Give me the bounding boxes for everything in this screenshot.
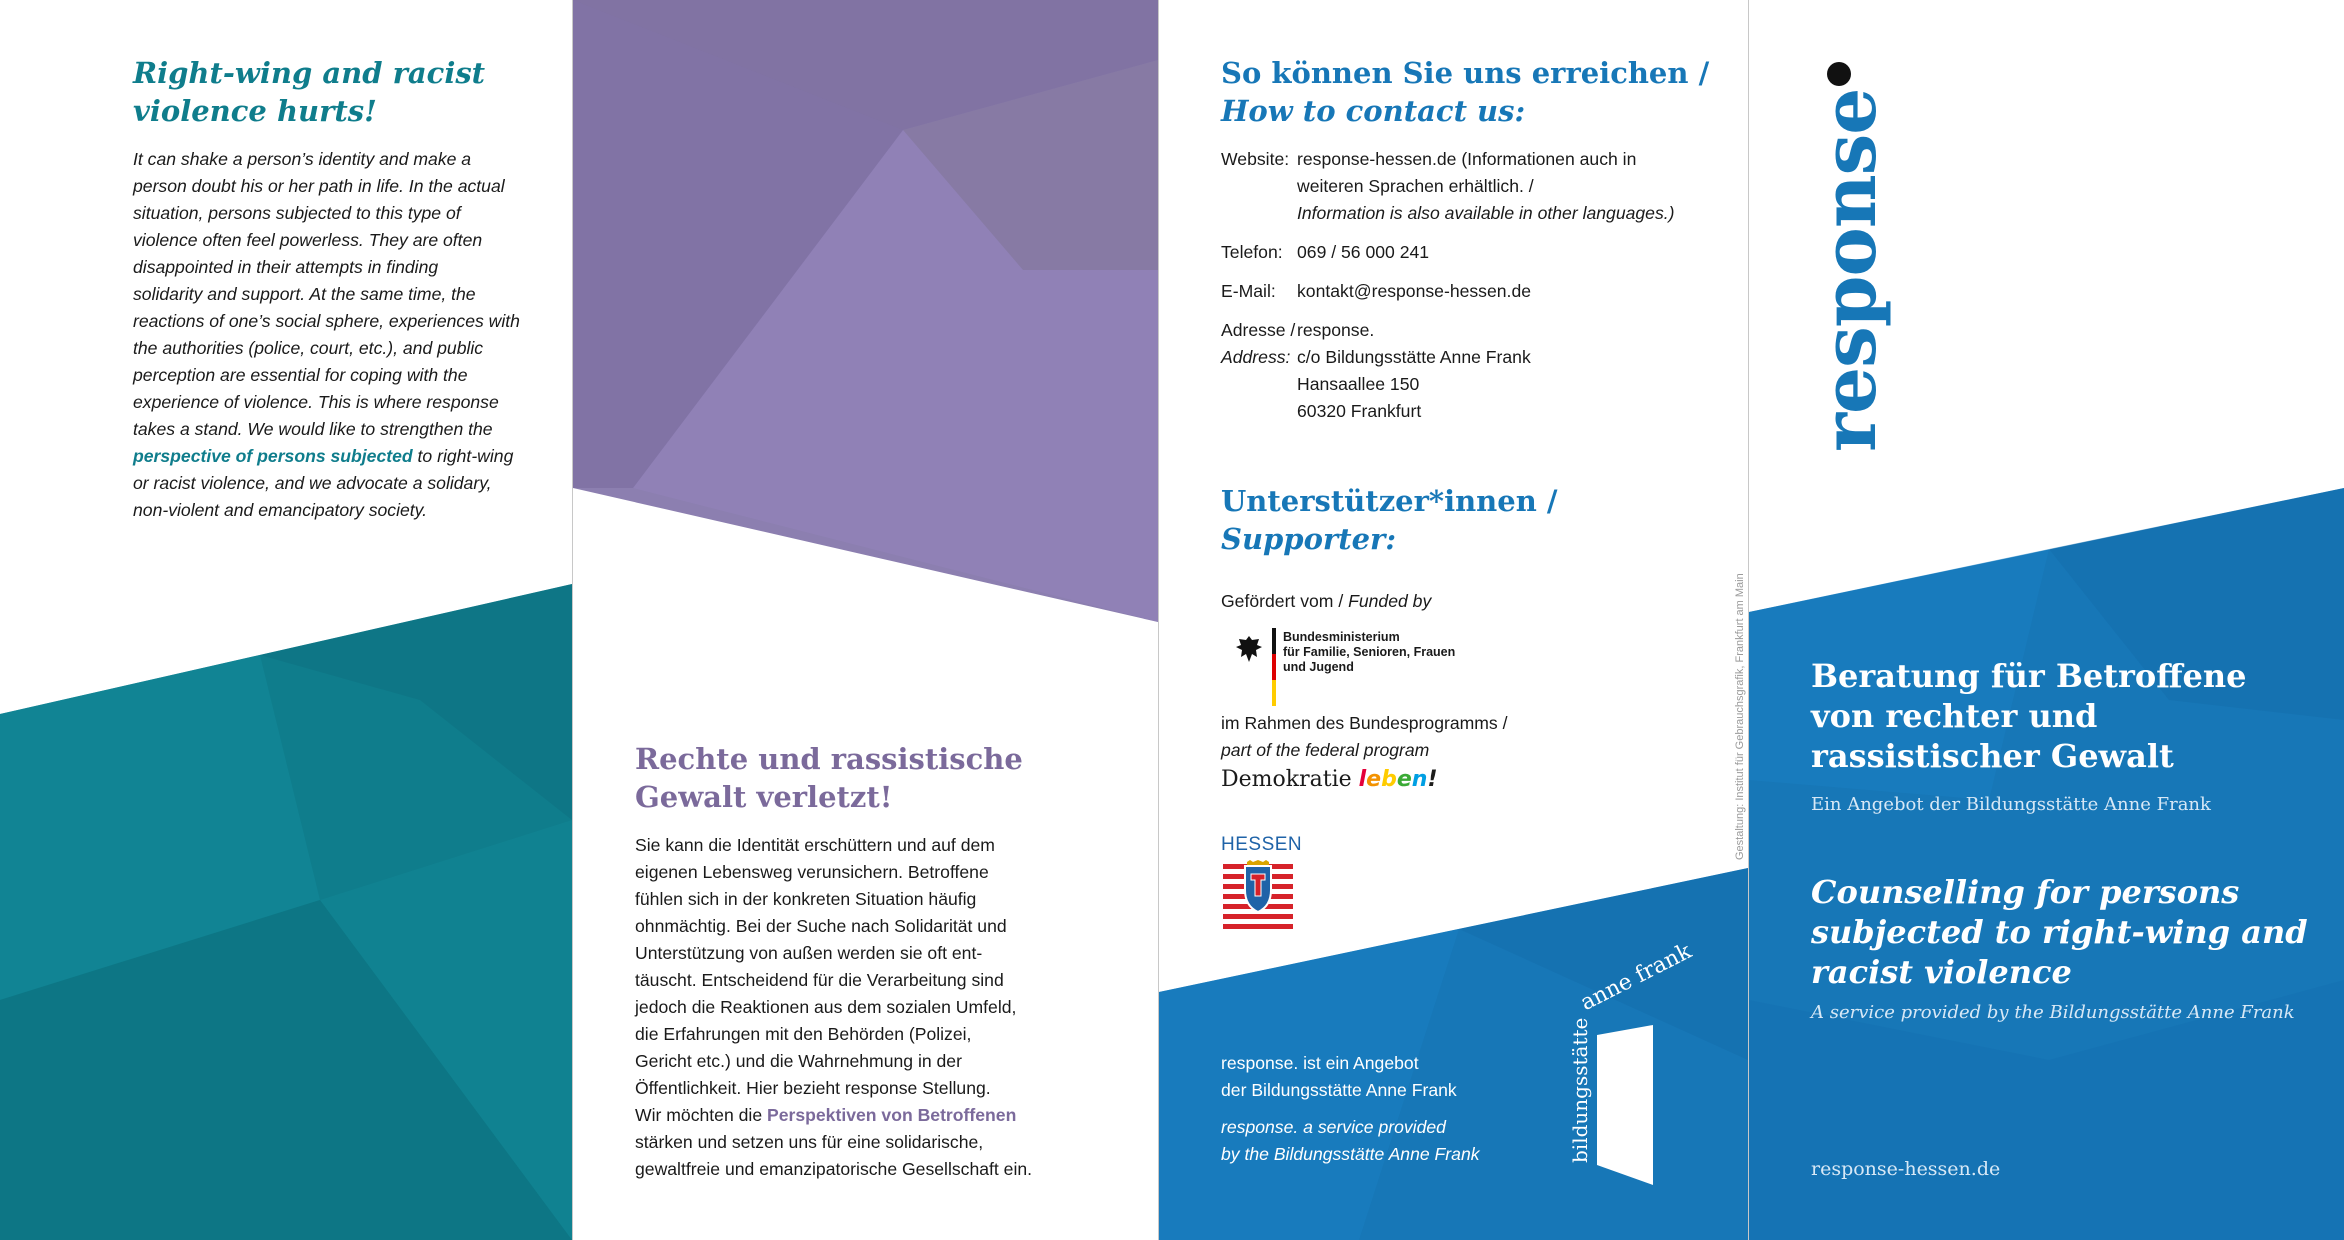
hessen-logo: HESSEN <box>1221 834 1301 934</box>
panel2-heading: Rechte und rassistische Gewalt verletzt! <box>635 742 1023 814</box>
design-credit: Gestaltung: Institut für Gebrauchsgrafik, Frankfurt am Main <box>1734 573 1746 860</box>
panel-contact: So können Sie uns erreichen / How to contact us: Website: response-hessen.de (Informationen auch in weiteren Sprachen erhältlich. / Information is also available in other languages.) Telefon: 069 / 56 000 241 E-Mail: kontakt@response-hessen.de Adresse / Address: response. c/o Bildungsstätte Anne Frank Hansaallee 150 60320 Frankfurt Unterstützer*innen / Supporter: Gefördert vom / Funded by Bundesministerium für Familie, Senioren, Frauen und Jugend im Rahmen des Bundesprogramms / part of the federal program Demokratie leben! HESSEN Gestaltung: Institut für Gebrauchsgrafik, Frankfurt am Main response. ist ein Angebot der Bildungsstätte Anne Frank response. a service provided by the Bildungsstätte Anne Frank bildungsstätte anne frank <box>1159 0 1748 1240</box>
program-text: im Rahmen des Bundesprogramms / part of the federal program <box>1221 713 1508 760</box>
cover-title-en: Counselling for persons subjected to right-wing and racist violence <box>1811 873 2308 991</box>
bildungsstaette-anne-frank-logo: bildungsstätte anne frank <box>1562 985 1712 1185</box>
cover-subtitle-de: Ein Angebot der Bildungsstätte Anne Frank <box>1811 794 2211 815</box>
panel2-highlight: Perspektiven von Betroffenen <box>767 1105 1017 1125</box>
leben-letter: b <box>1381 767 1397 792</box>
leben-letter: e <box>1366 767 1382 792</box>
supporters-heading: Unterstützer*innen / Supporter: <box>1221 484 1558 556</box>
contact-heading: So können Sie uns erreichen / How to contact us: <box>1221 56 1710 128</box>
panel1-body-text: It can shake a person’s identity and make a person doubt his or her path in life. In the actual situation, persons subjected to this type of violence often feel powerless. They are often disappointed in their attempts in finding solidarity and support. At the same time, the reactions of one’s social sphere, experiences with the authorities (police, court, etc.), and public perception are essential for coping with the experience of violence. This is where response takes a stand. We would like to strengthen the perspective of persons subjected to right-wing or racist violence, and we advocate a solidary, non-violent and emancipatory society. <box>133 149 520 520</box>
panel-german-intro <box>573 0 1158 1240</box>
leben-letter: l <box>1358 767 1367 792</box>
leben-letter: n <box>1411 767 1428 792</box>
panel2-body-text: Sie kann die Identität erschüttern und auf dem eigenen Lebensweg verunsichern. Betroffene fühlen sich in der konkreten Situation häufig ohnmächtig. Bei der Suche nach Solidarität und Unterstützung von außen werden sie oft ent- täuscht. Entscheidend für die Verarbeitung sind jedoch die Reaktionen aus dem sozialen Umfeld, die Erfahrungen mit den Behörden (Polizei, Gericht etc.) und die Wahrnehmung in der Öffentlichkeit. Hier bezieht response Stellung. Wir möchten die Perspektiven von Betroffenen stärken und setzen uns für eine solidarische, gewaltfreie und emanzipatorische Gesellschaft ein. <box>635 835 1033 1179</box>
offer-text: response. ist ein Angebot der Bildungsstätte Anne Frank response. a service provided by the Bildungsstätte Anne Frank <box>1221 1053 1480 1164</box>
panel1-highlight: perspective of persons subjected <box>133 446 413 466</box>
hessen-coat-of-arms-icon <box>1223 860 1293 930</box>
panel-cover <box>1749 0 2344 1240</box>
demokratie-leben-logo: Demokratie leben! <box>1221 767 1438 792</box>
website-link[interactable]: response-hessen.de (Informationen auch in <box>1297 149 1637 169</box>
open-door-icon <box>1597 1025 1657 1185</box>
leben-letter: e <box>1396 767 1412 792</box>
cover-title-de: Beratung für Betroffene von rechter und rassistischer Gewalt <box>1811 657 2247 775</box>
email-link[interactable]: kontakt@response-hessen.de <box>1297 281 1532 301</box>
panel1-heading: Right-wing and racist violence hurts! <box>133 56 486 128</box>
funded-by-text: Gefördert vom / Funded by <box>1221 591 1432 611</box>
cover-subtitle-en: A service provided by the Bildungsstätte Anne Frank <box>1811 1002 2295 1023</box>
leben-letter: ! <box>1427 767 1438 792</box>
panel-english-intro <box>0 0 572 1240</box>
flag-bar <box>1272 628 1276 706</box>
cover-website-link[interactable]: response-hessen.de <box>1811 1158 2001 1180</box>
response-logo-dot <box>1827 62 1851 86</box>
response-logo: response <box>1807 88 1893 452</box>
phone-number[interactable]: 069 / 56 000 241 <box>1297 242 1430 262</box>
federal-eagle-icon <box>1235 634 1263 664</box>
leben-wordmark <box>1359 767 1438 792</box>
ministry-logo: Bundesministerium für Familie, Senioren, Frauen und Jugend <box>1235 628 1435 708</box>
